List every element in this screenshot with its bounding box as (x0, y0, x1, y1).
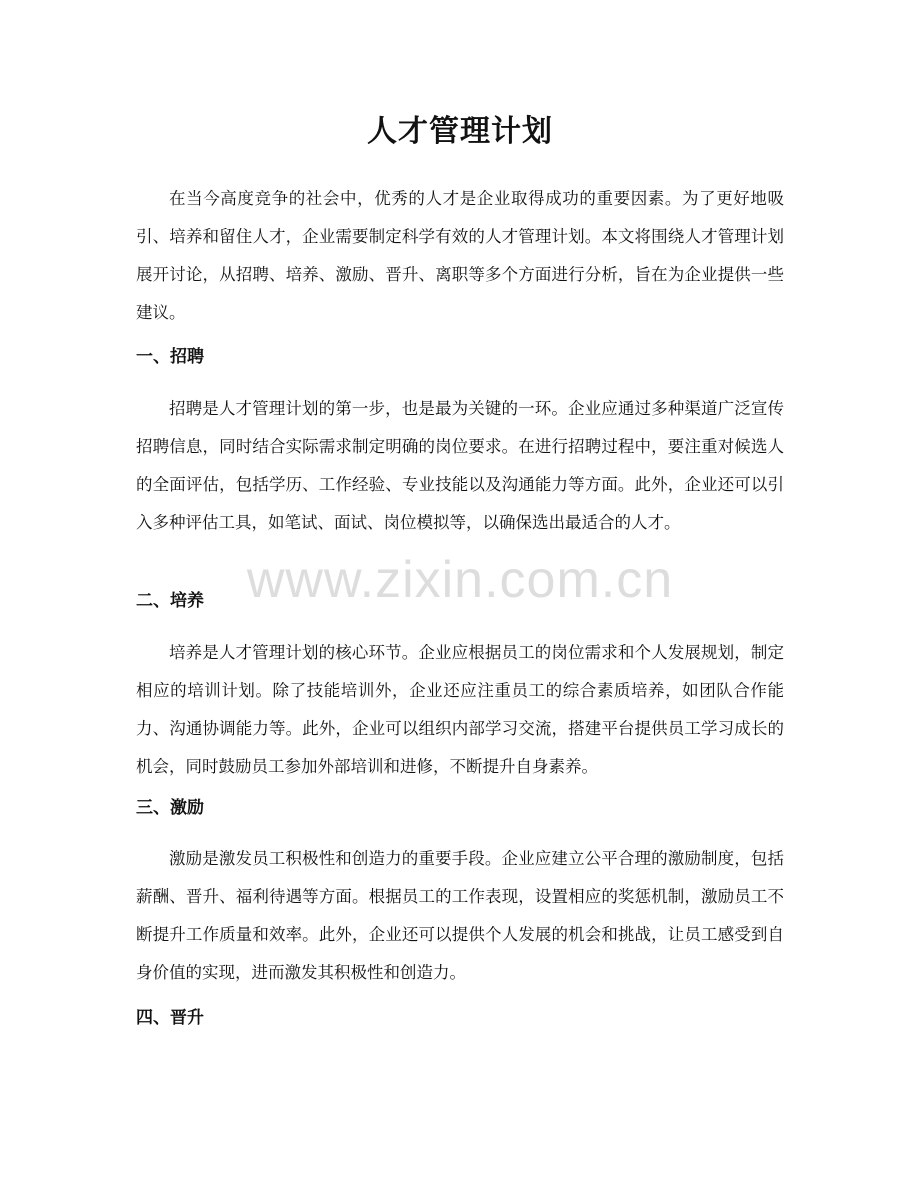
section-body-training: 培养是人才管理计划的核心环节。企业应根据员工的岗位需求和个人发展规划，制定相应的培训计划。除了技能培训外，企业还应注重员工的综合素质培养，如团队合作能力、沟通协调能力等。此外，企业可以组织内部学习交流，搭建平台提供员工学习成长的机会，同时鼓励员工参加外部培训和进修，不断提升自身素养。 (136, 643, 784, 776)
section-heading-promotion: 四、晋升 (136, 1008, 204, 1028)
section-body-recruitment: 招聘是人才管理计划的第一步，也是最为关键的一环。企业应通过多种渠道广泛宣传招聘信息，同时结合实际需求制定明确的岗位要求。在进行招聘过程中，要注重对候选人的全面评估，包括学历、工作经验、专业技能以及沟通能力等方面。此外，企业还可以引入多种评估工具，如笔试、面试、岗位模拟等，以确保选出最适合的人才。 (136, 399, 784, 532)
watermark: www.zixin.com.cn (246, 551, 674, 609)
document-title: 人才管理计划 (367, 114, 553, 149)
section-heading-recruitment: 一、招聘 (136, 347, 204, 367)
intro-paragraph: 在当今高度竞争的社会中，优秀的人才是企业取得成功的重要因素。为了更好地吸引、培养和留住人才，企业需要制定科学有效的人才管理计划。本文将围绕人才管理计划展开讨论，从招聘、培养、激励、晋升、离职等多个方面进行分析，旨在为企业提供一些建议。 (136, 189, 784, 322)
section-body-incentive: 激励是激发员工积极性和创造力的重要手段。企业应建立公平合理的激励制度，包括薪酬、晋升、福利待遇等方面。根据员工的工作表现，设置相应的奖惩机制，激励员工不断提升工作质量和效率。此外，企业还可以提供个人发展的机会和挑战，让员工感受到自身价值的实现，进而激发其积极性和创造力。 (136, 849, 784, 982)
section-heading-incentive: 三、激励 (136, 798, 204, 818)
section-heading-training: 二、培养 (136, 591, 204, 611)
